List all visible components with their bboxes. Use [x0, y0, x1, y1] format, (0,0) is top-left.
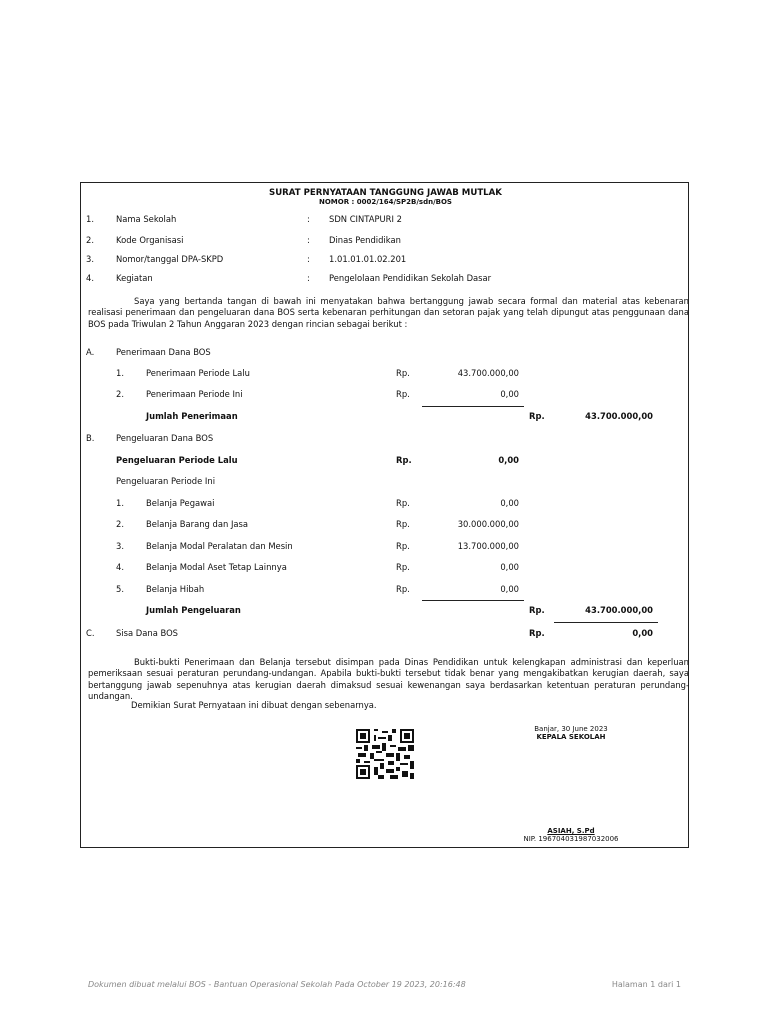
section-c-letter: C. — [86, 628, 95, 638]
prev-expense-label: Pengeluaran Periode Lalu — [116, 455, 238, 465]
item-currency: Rp. — [396, 562, 410, 572]
remaining-amount: 0,00 — [632, 628, 653, 638]
total-receipts-label: Jumlah Penerimaan — [146, 411, 238, 421]
info-label: Nama Sekolah — [116, 214, 177, 224]
item-label: Belanja Pegawai — [146, 498, 215, 508]
signatory-name: ASIAH, S.Pd — [547, 827, 595, 835]
item-label: Belanja Barang dan Jasa — [146, 519, 249, 529]
info-label: Nomor/tanggal DPA-SKPD — [116, 254, 224, 264]
total-receipts-amount: 43.700.000,00 — [585, 411, 653, 421]
info-label: Kode Organisasi — [116, 235, 184, 245]
signatory-nip: NIP. 196704031987032006 — [523, 835, 619, 843]
remaining-currency: Rp. — [529, 628, 545, 638]
item-amount: 30.000.000,00 — [457, 519, 519, 529]
total-expense-currency: Rp. — [529, 605, 545, 615]
total-receipts-currency: Rp. — [529, 411, 545, 421]
intro-text: Saya yang bertanda tangan di bawah ini menyatakan bahwa bertanggung jawab secara formal dan material atas kebenaran realisasi penerimaan dan pengeluaran dana BOS serta kebenaran perhitungan dan setoran pajak yang telah dipungut atas penggunaan dana BOS pada Triwulan 2 Tahun Anggaran 2023 dengan rincian sebagai berikut : — [88, 296, 689, 329]
section-a-title: Penerimaan Dana BOS — [116, 347, 211, 357]
info-value: Dinas Pendidikan — [329, 235, 401, 245]
section-c-title: Sisa Dana BOS — [116, 628, 178, 638]
info-no: 2. — [86, 235, 94, 245]
closing-text: Bukti-bukti Penerimaan dan Belanja tersebut disimpan pada Dinas Pendidikan untuk kelengkapan administrasi dan keperluan pemeriksaan sesuai peraturan perundang-undangan. Apabila bukti-bukti tersebut tidak benar yang mengakibatkan kerugian daerah, saya bertanggung jawab sepenuhnya atas kerugian daerah dimaksud sesuai kewenangan saya berdasarkan ketentuan peraturan perundang-undangan. — [88, 657, 689, 701]
item-currency: Rp. — [396, 584, 410, 594]
subtotal-rule — [422, 406, 524, 407]
signature-place-date: Banjar, 30 June 2023 — [534, 725, 608, 733]
current-expense-title: Pengeluaran Periode Ini — [116, 476, 216, 486]
info-no: 1. — [86, 214, 94, 224]
info-label: Kegiatan — [116, 273, 153, 283]
item-currency: Rp. — [396, 368, 410, 378]
item-no: 1. — [116, 368, 124, 378]
item-currency: Rp. — [396, 541, 410, 551]
section-b-letter: B. — [86, 433, 95, 443]
document-number: NOMOR : 0002/164/SP2B/sdn/BOS — [319, 198, 452, 206]
closing-paragraph — [88, 657, 689, 702]
item-amount: 13.700.000,00 — [457, 541, 519, 551]
item-currency: Rp. — [396, 389, 410, 399]
item-label: Belanja Hibah — [146, 584, 205, 594]
item-no: 2. — [116, 519, 124, 529]
info-value: Pengelolaan Pendidikan Sekolah Dasar — [329, 273, 492, 283]
item-currency: Rp. — [396, 519, 410, 529]
item-no: 3. — [116, 541, 124, 551]
item-label: Penerimaan Periode Ini — [146, 389, 243, 399]
signature-position: KEPALA SEKOLAH — [536, 733, 606, 741]
info-no: 4. — [86, 273, 94, 283]
total-expense-label: Jumlah Pengeluaran — [146, 605, 241, 615]
item-currency: Rp. — [396, 498, 410, 508]
info-value: SDN CINTAPURI 2 — [329, 214, 402, 224]
item-amount: 0,00 — [500, 389, 519, 399]
document-frame — [80, 182, 689, 848]
item-label: Belanja Modal Peralatan dan Mesin — [146, 541, 293, 551]
prev-expense-currency: Rp. — [396, 455, 412, 465]
item-no: 4. — [116, 562, 124, 572]
subtotal-rule — [422, 600, 524, 601]
intro-paragraph — [88, 296, 689, 330]
qr-code-icon — [355, 729, 415, 779]
info-separator: : — [307, 273, 310, 283]
item-amount: 0,00 — [500, 584, 519, 594]
item-no: 5. — [116, 584, 124, 594]
item-amount: 0,00 — [500, 498, 519, 508]
info-separator: : — [307, 254, 310, 264]
page-number: Halaman 1 dari 1 — [611, 980, 681, 989]
section-b-title: Pengeluaran Dana BOS — [116, 433, 214, 443]
item-label: Penerimaan Periode Lalu — [146, 368, 250, 378]
info-no: 3. — [86, 254, 94, 264]
section-a-letter: A. — [86, 347, 95, 357]
footer-note: Dokumen dibuat melalui BOS - Bantuan Operasional Sekolah Pada October 19 2023, 20:16:48 — [88, 980, 466, 989]
info-value: 1.01.01.01.02.201 — [329, 254, 407, 264]
statement-text: Demikian Surat Pernyataan ini dibuat dengan sebenarnya. — [131, 700, 377, 710]
item-no: 1. — [116, 498, 124, 508]
item-label: Belanja Modal Aset Tetap Lainnya — [146, 562, 287, 572]
info-separator: : — [307, 214, 310, 224]
prev-expense-amount: 0,00 — [498, 455, 519, 465]
total-rule — [554, 622, 658, 623]
total-expense-amount: 43.700.000,00 — [585, 605, 653, 615]
item-no: 2. — [116, 389, 124, 399]
item-amount: 0,00 — [500, 562, 519, 572]
item-amount: 43.700.000,00 — [457, 368, 519, 378]
document-title: SURAT PERNYATAAN TANGGUNG JAWAB MUTLAK — [269, 188, 502, 198]
info-separator: : — [307, 235, 310, 245]
